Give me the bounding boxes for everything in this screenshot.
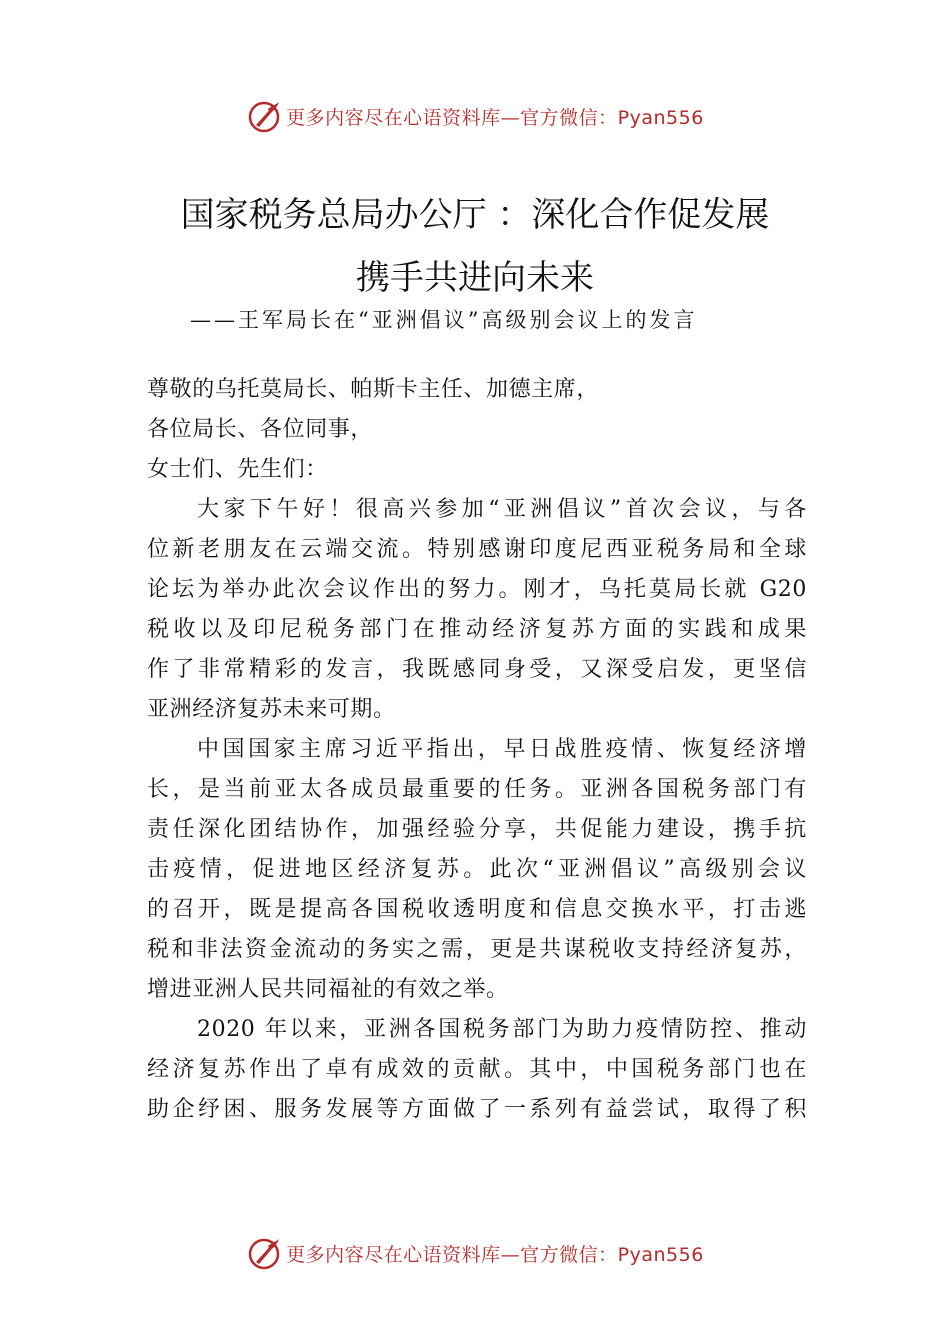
paragraph-line: 长，是当前亚太各成员最重要的任务。亚洲各国税务部门有 <box>147 777 807 802</box>
paragraph-line: 击疫情，促进地区经济复苏。此次“亚洲倡议”高级别会议 <box>147 857 807 882</box>
paragraph-line: 2020 年以来，亚洲各国税务部门为助力疫情防控、推动 <box>197 1017 807 1042</box>
paragraph-line: 中国国家主席习近平指出，早日战胜疫情、恢复经济增 <box>197 737 807 762</box>
paragraph-line: 税收以及印尼税务部门在推动经济复苏方面的实践和成果 <box>147 617 807 642</box>
greeting-line: 尊敬的乌托莫局长、帕斯卡主任、加德主席， <box>147 377 600 402</box>
paragraph-line: 责任深化团结协作，加强经验分享，共促能力建设，携手抗 <box>147 817 807 842</box>
paragraph-line: 论坛为举办此次会议作出的努力。刚才，乌托莫局长就 G20 <box>147 577 807 602</box>
greeting-line: 女士们、先生们： <box>147 457 328 482</box>
banner-text: 更多内容尽在心语资料库—官方微信：Pyan556 <box>286 106 704 129</box>
wechat-id: Pyan556 <box>617 1243 704 1266</box>
paragraph-line: 大家下午好！很高兴参加“亚洲倡议”首次会议，与各 <box>197 497 807 522</box>
paragraph-line: 经济复苏作出了卓有成效的贡献。其中，中国税务部门也在 <box>147 1057 807 1082</box>
paragraph-line: 作了非常精彩的发言，我既感同身受，又深受启发，更坚信 <box>147 657 807 682</box>
paragraph-line: 增进亚洲人民共同福祉的有效之举。 <box>147 977 509 1002</box>
quill-logo-icon <box>246 1235 282 1271</box>
footer-banner <box>0 1233 950 1273</box>
paragraph-line: 的召开，既是提高各国税收透明度和信息交换水平，打击逃 <box>147 897 807 922</box>
greeting-line: 各位局长、各位同事， <box>147 417 374 442</box>
document-body <box>147 370 807 1130</box>
wechat-id: Pyan556 <box>617 106 704 129</box>
title-line-2: 携手共进向未来 <box>356 258 594 298</box>
paragraph-line: 亚洲经济复苏未来可期。 <box>147 697 396 722</box>
header-banner <box>0 96 950 136</box>
paragraph-line: 税和非法资金流动的务实之需，更是共谋税收支持经济复苏， <box>147 937 807 962</box>
banner-text: 更多内容尽在心语资料库—官方微信：Pyan556 <box>286 1243 704 1266</box>
subtitle: ——王军局长在“亚洲倡议”高级别会议上的发言 <box>190 308 698 332</box>
paragraph-line: 位新老朋友在云端交流。特别感谢印度尼西亚税务局和全球 <box>147 537 807 562</box>
title-line-1: 国家税务总局办公厅 ：深化合作促发展 <box>180 195 770 235</box>
quill-logo-icon <box>246 98 282 134</box>
paragraph-line: 助企纾困、服务发展等方面做了一系列有益尝试，取得了积 <box>147 1097 807 1122</box>
